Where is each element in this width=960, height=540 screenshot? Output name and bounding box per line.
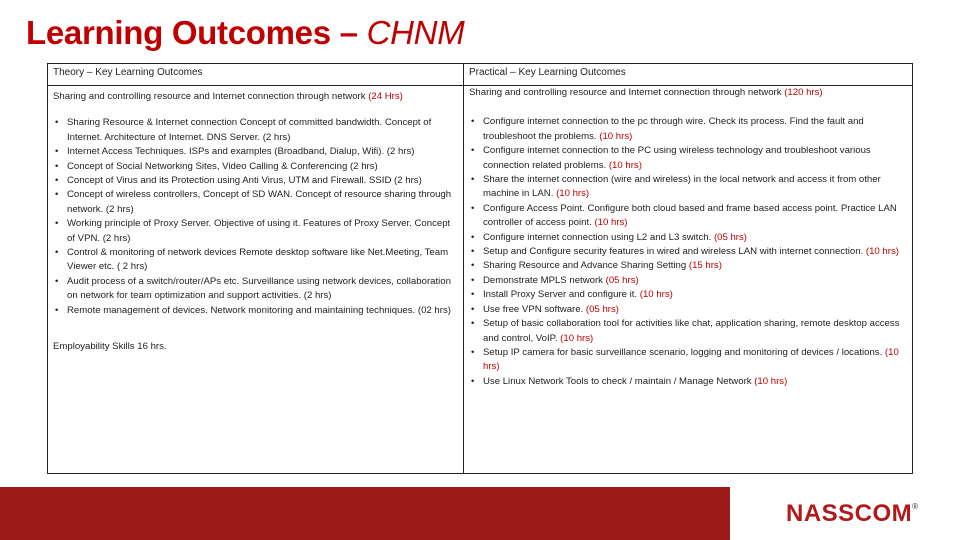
list-item: • Setup of basic collaboration tool for activities like chat, application sharing, remote desktop access and control, VoIP. (10 hrs) — [483, 317, 907, 346]
employability-skills: Employability Skills 16 hrs. — [53, 341, 167, 353]
practical-subtitle-text: Sharing and controlling resource and Internet connection through network — [469, 87, 785, 98]
list-item: • Working principle of Proxy Server. Objective of using it. Features of Proxy Server. Concept of VPN. (2 hrs) — [67, 217, 458, 246]
list-item: • Use Linux Network Tools to check / maintain / Manage Network (10 hrs) — [483, 375, 907, 389]
list-item: • Configure internet connection to the pc through wire. Check its process. Find the fault and troubleshoot the problems. (10 hrs) — [483, 115, 907, 144]
list-item: • Install Proxy Server and configure it. (10 hrs) — [483, 288, 907, 302]
practical-subtitle-hours: (120 hrs) — [784, 87, 823, 98]
list-item: • Control & monitoring of network devices Remote desktop software like Net.Meeting, Team Viewer etc. ( 2 hrs) — [67, 246, 458, 275]
table-header-row — [48, 64, 913, 86]
practical-subtitle — [469, 86, 907, 100]
list-item: • Concept of Virus and its Protection using Anti Virus, UTM and Firewall. SSID (2 hrs) — [67, 174, 458, 188]
list-item: • Sharing Resource and Advance Sharing Setting (15 hrs) — [483, 259, 907, 273]
list-item: • Sharing Resource & Internet connection Concept of committed bandwidth. Concept of Internet. Architecture of Internet. DNS Server. (2 hrs) — [67, 116, 458, 145]
list-item: • Share the internet connection (wire and wireless) in the local network and access it from other machine in LAN. (10 hrs) — [483, 173, 907, 202]
slide-title-italic: CHNM — [366, 14, 465, 51]
list-item: • Concept of Social Networking Sites, Video Calling & Conferencing (2 hrs) — [67, 160, 458, 174]
list-item: • Concept of wireless controllers, Concept of SD WAN. Concept of resource sharing through network. (2 hrs) — [67, 188, 458, 217]
list-item: • Setup IP camera for basic surveillance scenario, logging and monitoring of devices / locations. (10 hrs) — [483, 346, 907, 375]
theory-subtitle — [53, 90, 458, 104]
nasscom-logo — [786, 500, 919, 528]
practical-cell — [464, 86, 913, 474]
theory-header: Theory – Key Learning Outcomes — [48, 64, 464, 86]
registered-mark: ® — [912, 502, 919, 511]
logo-text: NASSCOM — [786, 500, 913, 527]
theory-cell — [48, 86, 464, 474]
outcomes-table — [47, 63, 913, 474]
list-item: • Audit process of a switch/router/APs etc. Surveillance using network devices, collaboration on network for team optimization and support activities. (2 hrs) — [67, 275, 458, 304]
list-item: • Remote management of devices. Network monitoring and maintaining techniques. (02 hrs) — [67, 304, 458, 318]
list-item: • Setup and Configure security features in wired and wireless LAN with internet connection. (10 hrs) — [483, 245, 907, 259]
slide-title — [26, 14, 464, 52]
theory-list — [53, 116, 458, 318]
list-item: • Configure Access Point. Configure both cloud based and frame based access point. Practice LAN controller of access point. (10 hrs) — [483, 202, 907, 231]
list-item: • Use free VPN software. (05 hrs) — [483, 303, 907, 317]
slide-title-main: Learning Outcomes – — [26, 14, 367, 51]
list-item: • Configure internet connection to the PC using wireless technology and troubleshoot various connection related problems. (10 hrs) — [483, 144, 907, 173]
theory-subtitle-text: Sharing and controlling resource and Internet connection through network — [53, 91, 369, 102]
list-item: • Demonstrate MPLS network (05 hrs) — [483, 274, 907, 288]
theory-subtitle-hours: (24 Hrs) — [368, 91, 403, 102]
table-body-row — [48, 86, 913, 474]
list-item: • Configure internet connection using L2 and L3 switch. (05 hrs) — [483, 231, 907, 245]
practical-header: Practical – Key Learning Outcomes — [464, 64, 913, 86]
list-item: • Internet Access Techniques. ISPs and examples (Broadband, Dialup, Wifi). (2 hrs) — [67, 145, 458, 159]
practical-list — [469, 115, 907, 389]
